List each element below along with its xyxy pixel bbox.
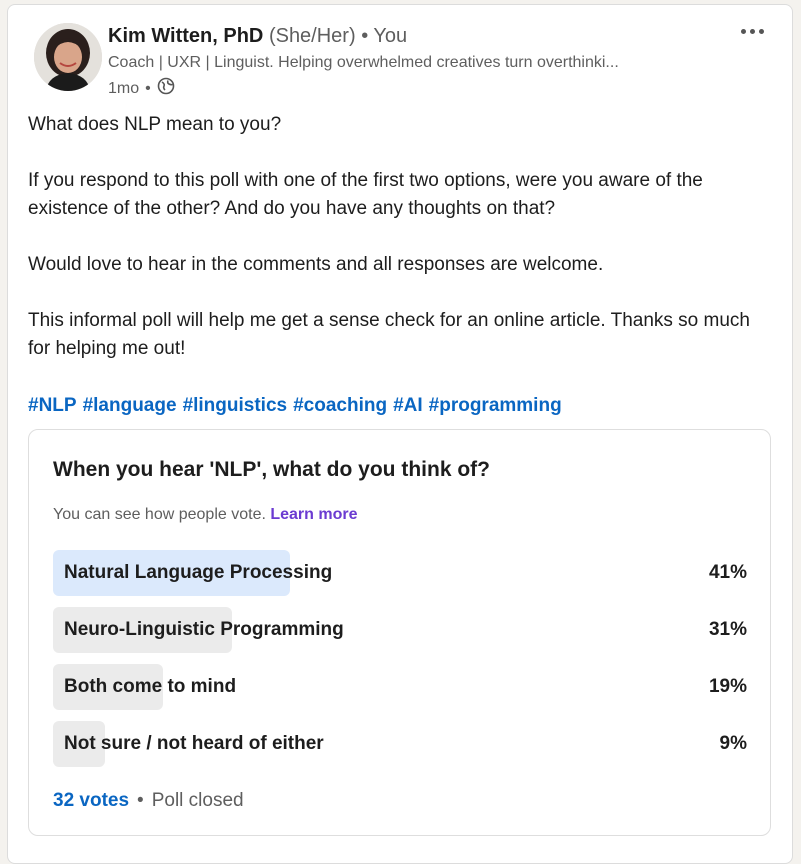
poll-votes-link[interactable]: 32 votes <box>53 790 130 811</box>
more-options-button[interactable] <box>737 25 768 38</box>
poll-option-label: Natural Language Processing <box>64 562 333 583</box>
hashtag-list <box>28 395 562 417</box>
poll-status: Poll closed <box>151 790 244 811</box>
poll-option-percent: 9% <box>719 733 747 754</box>
post-meta <box>108 77 175 100</box>
poll-question: When you hear 'NLP', what do you think of? <box>53 458 490 481</box>
author-relation: You <box>373 25 408 47</box>
poll-option[interactable] <box>53 550 749 596</box>
poll-footer <box>53 790 244 812</box>
poll-option-percent: 31% <box>708 619 747 640</box>
author-pronouns: (She/Her) <box>268 25 356 47</box>
author-name[interactable]: Kim Witten, PhD <box>108 25 264 47</box>
poll-option-label: Both come to mind <box>64 676 237 697</box>
more-icon-dot <box>759 29 764 34</box>
hashtag-link[interactable]: #NLP <box>28 395 77 416</box>
post-paragraph: If you respond to this poll with one of the first two options, were you aware of the existence of the other? And do you have any thoughts on that? <box>28 170 703 219</box>
poll-option[interactable] <box>53 721 749 767</box>
poll-option-label: Neuro-Linguistic Programming <box>64 619 344 640</box>
hashtag-link[interactable]: #AI <box>393 395 423 416</box>
author-headline: Coach | UXR | Linguist. Helping overwhelmed creatives turn overthinki... <box>108 54 619 71</box>
post-card <box>7 4 793 864</box>
hashtag-link[interactable]: #programming <box>428 395 562 416</box>
avatar[interactable] <box>34 23 102 91</box>
poll-option-percent: 19% <box>708 676 747 697</box>
more-icon-dot <box>741 29 746 34</box>
separator-dot: • <box>145 79 151 97</box>
post-paragraph: This informal poll will help me get a sense check for an online article. Thanks so much for helping me out! <box>28 310 750 359</box>
globe-icon <box>157 77 175 100</box>
hashtag-link[interactable]: #coaching <box>293 395 388 416</box>
poll-visibility-text: You can see how people vote. <box>53 506 266 523</box>
post-paragraph: Would love to hear in the comments and all responses are welcome. <box>28 254 604 275</box>
post-paragraph: What does NLP mean to you? <box>28 114 282 135</box>
post-body <box>28 111 773 391</box>
hashtag-link[interactable]: #language <box>82 395 177 416</box>
more-icon-dot <box>750 29 755 34</box>
hashtag-link[interactable]: #linguistics <box>182 395 288 416</box>
poll-option-label: Not sure / not heard of either <box>64 733 324 754</box>
avatar-photo <box>34 23 102 91</box>
learn-more-link[interactable]: Learn more <box>270 506 358 523</box>
separator-dot: • <box>137 790 144 811</box>
post-time[interactable]: 1mo <box>108 79 140 97</box>
poll-option[interactable] <box>53 607 749 653</box>
separator-dot: • <box>361 25 369 47</box>
author-line <box>108 25 407 48</box>
poll-option[interactable] <box>53 664 749 710</box>
poll-visibility-note <box>53 506 358 524</box>
poll-card <box>28 429 771 836</box>
poll-option-percent: 41% <box>708 562 747 583</box>
